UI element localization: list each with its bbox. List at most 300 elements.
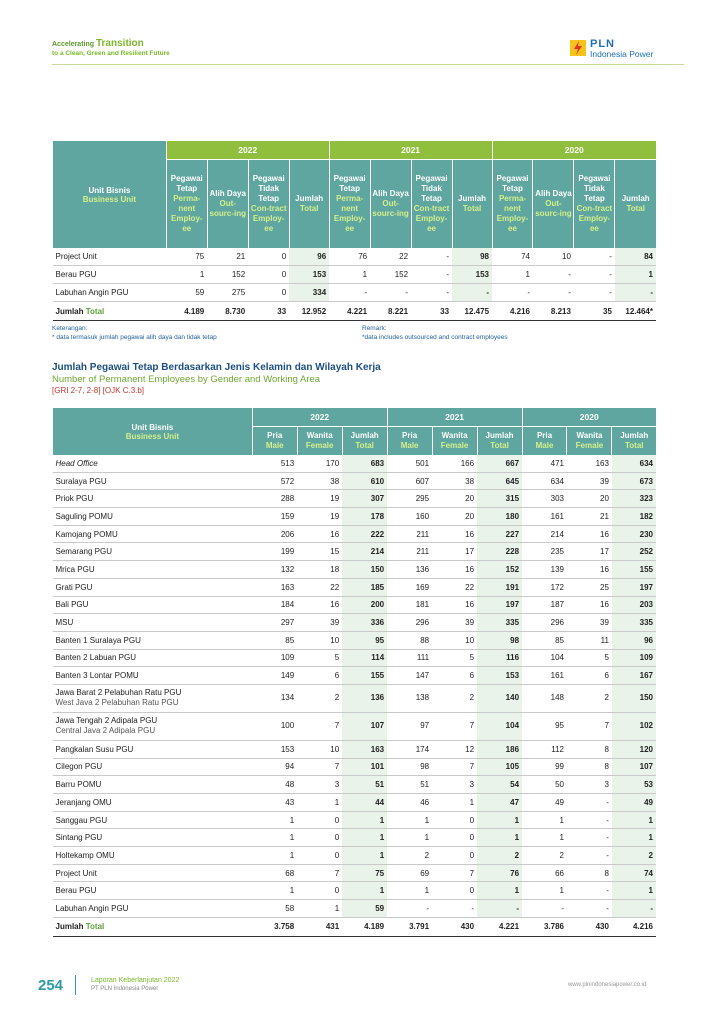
footer-divider [75,975,76,995]
pln-logo [570,38,680,60]
cell-value: 94 [252,758,297,776]
cell-value: 1 [342,811,387,829]
cell-value: 59 [166,284,207,302]
unit-name-id: Sintang PGU [55,833,103,843]
column-header-en: Total [490,441,509,450]
cell-value: 200 [342,596,387,614]
cell-value: 22 [297,578,342,596]
cell-value: 153 [452,266,492,284]
cell-value: 7 [432,712,477,740]
cell-value: 1 [342,847,387,865]
cell-value: 1 [477,811,522,829]
unit-name [53,684,253,712]
cell-value: 222 [342,525,387,543]
unit-name [53,561,253,579]
cell-value: 0 [248,248,289,266]
cell-value: 572 [252,472,297,490]
unit-name [53,455,253,472]
note-right-text: *data includes outsourced and contract employees [362,334,508,341]
cell-value: - [411,248,452,266]
cell-value: - [574,248,615,266]
unit-name-id: Head Office [55,458,98,468]
cell-value: 1 [615,266,656,284]
column-header [522,427,567,456]
cell-value: 163 [252,578,297,596]
table-row [53,740,657,758]
cell-value: - [492,284,533,302]
cell-value: 138 [387,684,432,712]
unit-name-id: Jeranjang OMU [55,797,112,807]
cell-value: 5 [297,649,342,667]
cell-value: 228 [477,543,522,561]
cell-value: 17 [567,543,612,561]
unit-name [53,631,253,649]
total-value: 12.464* [615,302,656,321]
cell-value: 513 [252,455,297,472]
cell-value: 139 [522,561,567,579]
cell-value: 6 [432,667,477,685]
unit-name-id: Priok PGU [55,494,94,504]
cell-value: 25 [567,578,612,596]
cell-value: 197 [477,596,522,614]
table-row [53,614,657,632]
employment-type-table [52,141,656,321]
cell-value: 95 [522,712,567,740]
cell-value: 3 [567,776,612,794]
cell-value: 181 [387,596,432,614]
cell-value: 683 [342,455,387,472]
column-header [574,160,615,249]
tagline-prefix: Accelerating [52,41,95,48]
cell-value: 166 [432,455,477,472]
cell-value: 101 [342,758,387,776]
year-header: 2021 [387,408,522,427]
unit-name-id: Saguling POMU [55,511,113,521]
cell-value: 109 [252,649,297,667]
total-label-en: Total [85,922,105,932]
cell-value: 1 [252,847,297,865]
total-value: 12.952 [289,302,329,321]
cell-value: - [567,900,612,918]
cell-value: - [567,882,612,900]
total-value: 3.758 [252,917,297,936]
cell-value: 7 [432,758,477,776]
total-label-id: Jumlah [55,306,84,316]
cell-value: 100 [252,712,297,740]
cell-value: 98 [387,758,432,776]
note-left [52,324,217,342]
column-header-en: Perma-nent Employ-ee [333,194,366,233]
column-header-en: Total [624,441,644,450]
cell-value: 1 [342,829,387,847]
cell-value: - [574,266,615,284]
column-header [615,160,656,249]
cell-value: 59 [342,900,387,918]
total-value: 430 [567,917,612,936]
cell-value: 2 [612,847,656,865]
unit-name [53,667,253,685]
logo-subtitle: Indonesia Power [590,49,654,59]
cell-value: 51 [342,776,387,794]
cell-value: 18 [297,561,342,579]
cell-value: 1 [612,829,656,847]
cell-value: 16 [567,561,612,579]
cell-value: 214 [342,543,387,561]
lightning-icon [570,40,586,56]
unit-name-id: Banten 2 Labuan PGU [55,653,137,663]
table-row [53,472,657,490]
cell-value: 53 [612,776,656,794]
total-label-en: Total [85,306,105,316]
unit-name-id: Suralaya PGU [55,476,107,486]
table-row [53,811,657,829]
cell-value: 297 [252,614,297,632]
cell-value: 315 [477,490,522,508]
cell-value: 120 [612,740,656,758]
year-header: 2021 [329,141,492,160]
unit-name [53,490,253,508]
unit-name: Berau PGU [53,266,167,284]
cell-value: 1 [522,811,567,829]
cell-value: 1 [297,794,342,812]
cell-value: 75 [166,248,207,266]
cell-value: 1 [522,882,567,900]
column-header-id: Pria [402,431,418,440]
column-header-id: Pegawai Tidak Tetap [252,174,285,203]
cell-value: 107 [612,758,656,776]
cell-value: 0 [248,284,289,302]
total-value: 4.216 [492,302,533,321]
cell-value: 46 [387,794,432,812]
cell-value: 1 [252,882,297,900]
cell-value: 44 [342,794,387,812]
cell-value: - [567,794,612,812]
cell-value: 1 [522,829,567,847]
column-header-en: Male [400,441,419,450]
cell-value: 152 [477,561,522,579]
unit-name-id: Barru POMU [55,780,102,790]
cell-value: - [533,266,574,284]
cell-value: 1 [492,266,533,284]
cell-value: - [452,284,492,302]
column-header-en: Total [299,204,319,213]
cell-value: 76 [477,864,522,882]
cell-value: 0 [297,882,342,900]
cell-value: 21 [207,248,248,266]
cell-value: 16 [432,525,477,543]
column-header-id: Jumlah [350,431,379,440]
cell-value: 203 [612,596,656,614]
cell-value: 7 [432,864,477,882]
unit-name: Labuhan Angin PGU [53,284,167,302]
cell-value: 39 [567,472,612,490]
cell-value: 334 [289,284,329,302]
table-row [53,900,657,918]
cell-value: 634 [612,455,656,472]
table-row [53,596,657,614]
cell-value: 88 [387,631,432,649]
cell-value: 1 [612,811,656,829]
cell-value: 174 [387,740,432,758]
cell-value: 184 [252,596,297,614]
cell-value: 185 [342,578,387,596]
cell-value: 6 [567,667,612,685]
unit-name [53,508,253,526]
column-header-id: Jumlah [621,194,650,203]
cell-value: 22 [370,248,411,266]
column-header-en: Con-tract Employ-ee [413,204,450,233]
page-number: 254 [38,977,64,994]
unit-header-id: Unit Bisnis [88,185,131,195]
unit-name-id: Sanggau PGU [55,815,108,825]
column-header-en: Con-tract Employ-ee [576,204,613,233]
unit-header-id: Unit Bisnis [131,422,174,432]
column-header [452,160,492,249]
cell-value: 85 [252,631,297,649]
unit-name [53,758,253,776]
cell-value: 471 [522,455,567,472]
unit-name-en: West Java 2 Pelabuhan Ratu PGU [55,698,179,708]
unit-name-id: Pangkalan Susu PGU [55,744,134,754]
cell-value: 6 [297,667,342,685]
cell-value: 335 [612,614,656,632]
cell-value: - [567,811,612,829]
column-header [329,160,370,249]
cell-value: 0 [432,847,477,865]
unit-name [53,900,253,918]
table-row [53,578,657,596]
cell-value: 5 [567,649,612,667]
cell-value: 501 [387,455,432,472]
unit-name [53,776,253,794]
cell-value: 76 [329,248,370,266]
table-row [53,649,657,667]
table-row [53,794,657,812]
column-header [207,160,248,249]
unit-name-id: Project Unit [55,868,97,878]
cell-value: 21 [567,508,612,526]
table-row [53,829,657,847]
cell-value: 191 [477,578,522,596]
column-header-id: Alih Daya [372,189,409,198]
cell-value: 607 [387,472,432,490]
cell-value: 288 [252,490,297,508]
gender-area-table [52,408,656,937]
cell-value: 153 [289,266,329,284]
column-header-id: Jumlah [485,431,514,440]
unit-name-id: Semarang PGU [55,547,112,557]
cell-value: - [387,900,432,918]
cell-value: 1 [297,900,342,918]
note-left-heading: Keterangan: [52,325,88,332]
unit-name [53,578,253,596]
unit-name [53,794,253,812]
cell-value: 336 [342,614,387,632]
cell-value: 10 [432,631,477,649]
cell-value: 20 [432,508,477,526]
year-header: 2020 [492,141,656,160]
total-value: 33 [248,302,289,321]
cell-value: 335 [477,614,522,632]
unit-name-id: Banten 1 Suralaya PGU [55,635,141,645]
cell-value: 19 [297,508,342,526]
column-header-en: Female [575,441,604,450]
cell-value: 227 [477,525,522,543]
column-header-en: Total [626,204,645,213]
cell-value: 2 [432,684,477,712]
column-header [492,160,533,249]
cell-value: 10 [297,740,342,758]
cell-value: 163 [567,455,612,472]
unit-name-id: Grati PGU [55,582,93,592]
unit-name [53,712,253,740]
cell-value: 3 [297,776,342,794]
unit-name-id: Berau PGU [55,886,97,896]
cell-value: 16 [432,561,477,579]
cell-value: 102 [612,712,656,740]
column-header-id: Pegawai Tetap [170,174,203,193]
cell-value: 39 [432,614,477,632]
cell-value: 211 [387,543,432,561]
cell-value: - [411,284,452,302]
table-row [53,758,657,776]
column-header-id: Pria [267,431,283,440]
unit-name-id: Bali PGU [55,600,89,610]
cell-value: 1 [252,811,297,829]
note-left-text: * data termasuk jumlah pegawai alih daya dan tidak tetap [52,334,217,341]
cell-value: 2 [567,684,612,712]
cell-value: 199 [252,543,297,561]
unit-header-en: Business Unit [125,431,180,441]
cell-value: 58 [252,900,297,918]
cell-value: 17 [432,543,477,561]
cell-value: 8 [567,864,612,882]
cell-value: 1 [342,882,387,900]
column-header [411,160,452,249]
cell-value: 153 [252,740,297,758]
column-header-id: Wanita [306,431,333,440]
cell-value: 1 [477,882,522,900]
unit-header [53,408,253,455]
report-title: Laporan Keberlanjutan 2022 [91,977,180,984]
column-header-en: Out-sourc-ing [372,199,409,218]
column-header [387,427,432,456]
cell-value: 161 [522,667,567,685]
total-row [53,917,657,936]
cell-value: 150 [342,561,387,579]
cell-value: 0 [432,811,477,829]
total-value: 3.786 [522,917,567,936]
column-header [477,427,522,456]
column-header [567,427,612,456]
column-header-en: Male [535,441,554,450]
cell-value: 47 [477,794,522,812]
cell-value: 182 [612,508,656,526]
cell-value: 134 [252,684,297,712]
cell-value: 12 [432,740,477,758]
cell-value: 20 [567,490,612,508]
unit-name-id: Kamojang POMU [55,529,118,539]
cell-value: 136 [342,684,387,712]
table-row [53,490,657,508]
cell-value: 152 [370,266,411,284]
cell-value: 1 [387,829,432,847]
total-value: 4.221 [329,302,370,321]
table-row [53,248,657,266]
cell-value: 5 [432,649,477,667]
table-row [53,561,657,579]
cell-value: 96 [612,631,656,649]
cell-value: 296 [387,614,432,632]
cell-value: 22 [432,578,477,596]
cell-value: 111 [387,649,432,667]
note-right-heading: Remark: [362,325,387,332]
cell-value: 230 [612,525,656,543]
cell-value: 96 [289,248,329,266]
column-header-id: Wanita [441,431,468,440]
cell-value: 140 [477,684,522,712]
cell-value: 160 [387,508,432,526]
gri-reference: [GRI 2-7, 2-8] [OJK C.3.b] [52,386,145,395]
table-row [53,864,657,882]
cell-value: - [432,900,477,918]
table-row [53,525,657,543]
total-value: 431 [297,917,342,936]
table-row [53,455,657,472]
cell-value: 8 [567,740,612,758]
column-header [370,160,411,249]
cell-value: - [567,829,612,847]
column-header-id: Jumlah [620,431,649,440]
unit-name [53,543,253,561]
unit-name-id: Jawa Barat 2 Pelabuhan Ratu PGU [55,688,182,698]
total-label [53,302,167,321]
cell-value: 7 [297,712,342,740]
total-value: 35 [574,302,615,321]
cell-value: 163 [342,740,387,758]
table-row [53,508,657,526]
cell-value: 112 [522,740,567,758]
year-header: 2020 [522,408,656,427]
cell-value: 132 [252,561,297,579]
total-value: 4.189 [342,917,387,936]
column-header-en: Total [355,441,374,450]
unit-name-id: Banten 3 Lontar POMU [55,671,139,681]
cell-value: 2 [522,847,567,865]
cell-value: 16 [567,596,612,614]
unit-name [53,472,253,490]
cell-value: - [612,900,656,918]
unit-name [53,829,253,847]
column-header-id: Pegawai Tetap [496,174,529,193]
column-header-en: Female [305,441,334,450]
cell-value: 150 [612,684,656,712]
total-value: 8.221 [370,302,411,321]
section-title-id: Jumlah Pegawai Tetap Berdasarkan Jenis Kelamin dan Wilayah Kerja [52,362,381,373]
cell-value: 169 [387,578,432,596]
unit-name-id: Cilegon PGU [55,762,103,772]
unit-name: Project Unit [53,248,167,266]
cell-value: 1 [166,266,207,284]
unit-name [53,811,253,829]
cell-value: 69 [387,864,432,882]
cell-value: 172 [522,578,567,596]
total-value: 8.730 [207,302,248,321]
cell-value: 645 [477,472,522,490]
cell-value: 50 [522,776,567,794]
cell-value: 20 [432,490,477,508]
cell-value: 68 [252,864,297,882]
